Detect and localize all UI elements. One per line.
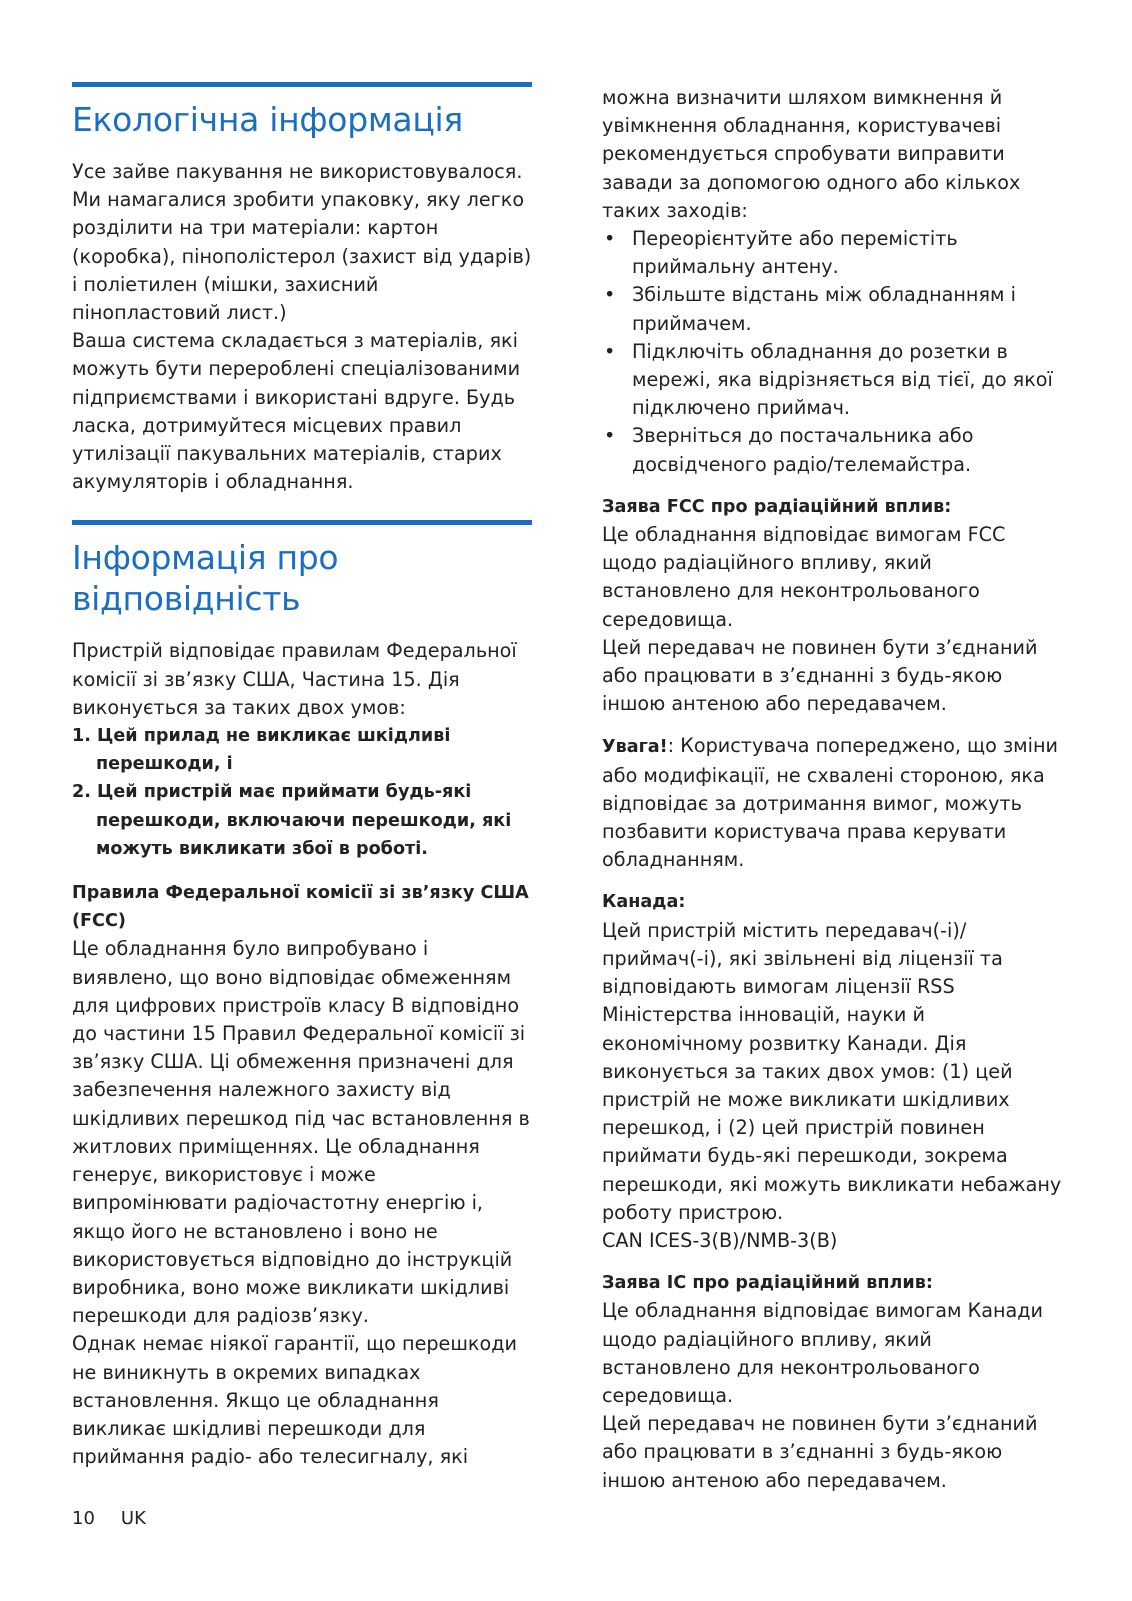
continuation-paragraph: можна визначити шляхом вимкнення й увімкнення обладнання, користувачеві рекомендується спробувати виправити завади за допомогою одного або кількох таких заходів: <box>602 86 1021 222</box>
fcc-rules-heading: Правила Федеральної комісії зі зв’язку США (FCC) <box>72 883 529 932</box>
condition-item: 1. Цей прилад не викликає шкідливі перешкоди, і <box>72 726 451 775</box>
fcc-radiation-paragraph-2: Цей передавач не повинен бути з’єднаний або працювати в з’єднанні з будь-якою іншою антеною або передавачем. <box>602 635 1038 716</box>
section-rule <box>72 82 532 87</box>
list-item: • Підключіть обладнання до розетки в мережі, яка відрізняється від тієї, до якої підключено приймач. <box>602 338 1062 423</box>
measures-list <box>602 225 1062 479</box>
compliance-intro: Пристрій відповідає правилам Федеральної комісії зі зв’язку США, Частина 15. Дія виконується за таких двох умов: <box>72 639 517 719</box>
warning-text: : Користувача попереджено, що зміни або модифікації, не схвалені стороною, яка відповідає за дотримання вимог, можуть позбавити користувача права керувати обладнанням. <box>602 734 1058 872</box>
canada-paragraph-1: Цей пристрій містить передавач(-і)/приймач(-і), які звільнені від ліцензії та відповідають вимогам ліцензії RSS Міністерства інновацій, науки й економічному розвитку Канади. Дія виконується за таких двох умов: (1) цей пристрій не може викликати шкідливих перешкод, і (2) цей пристрій повинен приймати будь-які перешкоди, зокрема перешкоди, які можуть викликати небажану роботу пристрою. <box>602 918 1062 1224</box>
right-column <box>602 84 1062 1495</box>
fcc-paragraph-2: Однак немає ніякої гарантії, що перешкоди не виникнуть в окремих випадках встановлення. Якщо це обладнання викликає шкідливі перешкоди для приймання радіо- або телесигналу, які <box>72 1332 517 1469</box>
left-column <box>72 82 532 1471</box>
fcc-radiation-paragraph-1: Це обладнання відповідає вимогам FCC щодо радіаційного впливу, який встановлено для неконтрольованого середовища. <box>602 523 1006 631</box>
list-item: • Зверніться до постачальника або досвідченого радіо/телемайстра. <box>602 422 1062 478</box>
eco-section-title: Екологічна інформація <box>72 100 463 139</box>
section-rule <box>72 520 532 525</box>
ic-radiation-paragraph-1: Це обладнання відповідає вимогам Канади щодо радіаційного впливу, який встановлено для неконтрольованого середовища. <box>602 1299 1044 1407</box>
language-code: UK <box>120 1508 146 1529</box>
fcc-paragraph-1: Це обладнання було випробувано і виявлено, що воно відповідає обмеженням для цифрових пристроїв класу B відповідно до частини 15 Правил Федеральної комісії зі зв’язку США. Ці обмеження призначені для забезпечення належного захисту від шкідливих перешкод під час встановлення в житлових приміщеннях. Це обладнання генерує, використовує і може випромінювати радіочастотну енергію і, якщо його не встановлено і воно не використовується відповідно до інструкцій виробника, воно може викликати шкідливі перешкоди для радіозв’язку. <box>72 937 530 1328</box>
warning-label: Увага! <box>602 737 668 758</box>
list-item: • Переорієнтуйте або перемістіть приймальну антену. <box>602 225 1062 281</box>
page-number: 10 <box>72 1508 95 1529</box>
condition-item: 2. Цей пристрій має приймати будь-які перешкоди, включаючи перешкоди, які можуть викликати збої в роботі. <box>72 782 512 859</box>
conditions-list <box>72 722 532 863</box>
list-item: • Збільште відстань між обладнанням і приймачем. <box>602 281 1062 337</box>
canada-ices-code: CAN ICES-3(B)/NMB-3(B) <box>602 1228 838 1252</box>
canada-heading: Канада: <box>602 892 686 913</box>
fcc-radiation-heading: Заява FCC про радіаційний вплив: <box>602 496 952 517</box>
ic-radiation-heading: Заява IC про радіаційний вплив: <box>602 1273 933 1294</box>
compliance-section-title: Інформація про відповідність <box>72 538 339 619</box>
page-footer <box>72 1508 146 1529</box>
eco-paragraph-1: Усе зайве пакування не використовувалося. Ми намагалися зробити упаковку, яку легко розділити на три матеріали: картон (коробка), пінополістерол (захист від ударів) і поліетилен (мішки, захисний пінопластовий лист.) <box>72 160 532 325</box>
ic-radiation-paragraph-2: Цей передавач не повинен бути з’єднаний або працювати в з’єднанні з будь-якою іншою антеною або передавачем. <box>602 1412 1038 1492</box>
eco-paragraph-2: Ваша система складається з матеріалів, які можуть бути перероблені спеціалізованими підприємствами і використані вдруге. Будь ласка, дотримуйтеся місцевих правил утилізації пакувальних матеріалів, старих акумуляторів і обладнання. <box>72 329 521 494</box>
warning-paragraph <box>602 732 1062 874</box>
